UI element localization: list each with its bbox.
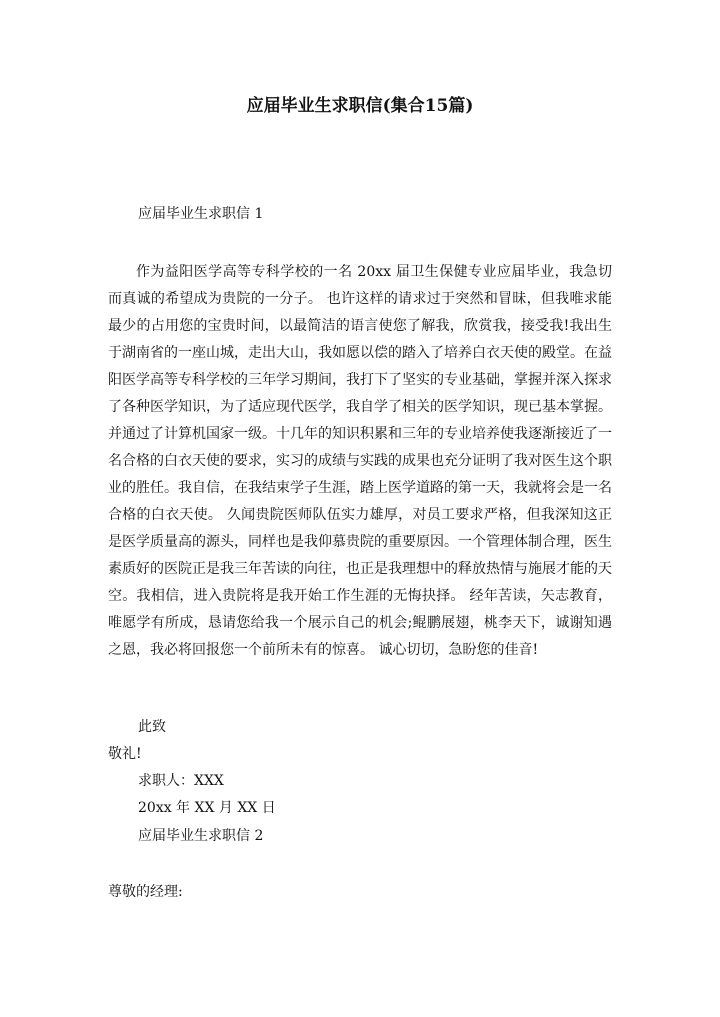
greeting-line: 尊敬的经理: <box>108 884 183 900</box>
salutation: 敬礼! <box>108 746 142 762</box>
applicant-signature: 求职人：XXX <box>138 773 224 789</box>
section-heading-1: 应届毕业生求职信 1 <box>138 206 264 222</box>
letter-date: 20xx 年 XX 月 XX 日 <box>138 800 276 816</box>
closing-phrase: 此致 <box>138 719 166 735</box>
letter-body-paragraph: 作为益阳医学高等专科学校的一名 20xx 届卫生保健专业应届毕业，我急切而真诚的希望成为贵院的一分子。 也许这样的请求过于突然和冒昧，但我唯求能最少的占用您的宝贵时间，以最简洁的语言使您了解我，欣赏我，接受我!我出生于湖南省的一座山城，走出大山，我如愿以偿的踏入了培养白衣天使的殿堂。在益阳医学高等专科学校的三年学习期间，我打下了坚实的专业基础，掌握并深入探求了各种医学知识，为了适应现代医学，我自学了相关的医学知识，现已基本掌握。并通过了计算机国家一级。十几年的知识积累和三年的专业培养使我逐渐接近了一名合格的白衣天使的要求，实习的成绩与实践的成果也充分证明了我对医生这个职业的胜任。我自信，在我结束学子生涯，踏上医学道路的第一天，我就将会是一名合格的白衣天使。 久闻贵院医师队伍实力雄厚，对员工要求严格，但我深知这正是医学质量高的源头，同样也是我仰慕贵院的重要原因。一个管理体制合理，医生素质好的医院正是我三年苦读的向往，也正是我理想中的释放热情与施展才能的天空。我相信，进入贵院将是我开始工作生涯的无悔抉择。 经年苦读，矢志教育，唯愿学有所成，恳请您给我一个展示自己的机会;鲲鹏展翅，桃李天下，诚谢知遇之恩，我必将回报您一个前所未有的惊喜。 诚心切切，急盼您的佳音! <box>108 264 612 658</box>
section-heading-2: 应届毕业生求职信 2 <box>138 828 264 844</box>
document-title: 应届毕业生求职信(集合15篇) <box>246 96 474 116</box>
